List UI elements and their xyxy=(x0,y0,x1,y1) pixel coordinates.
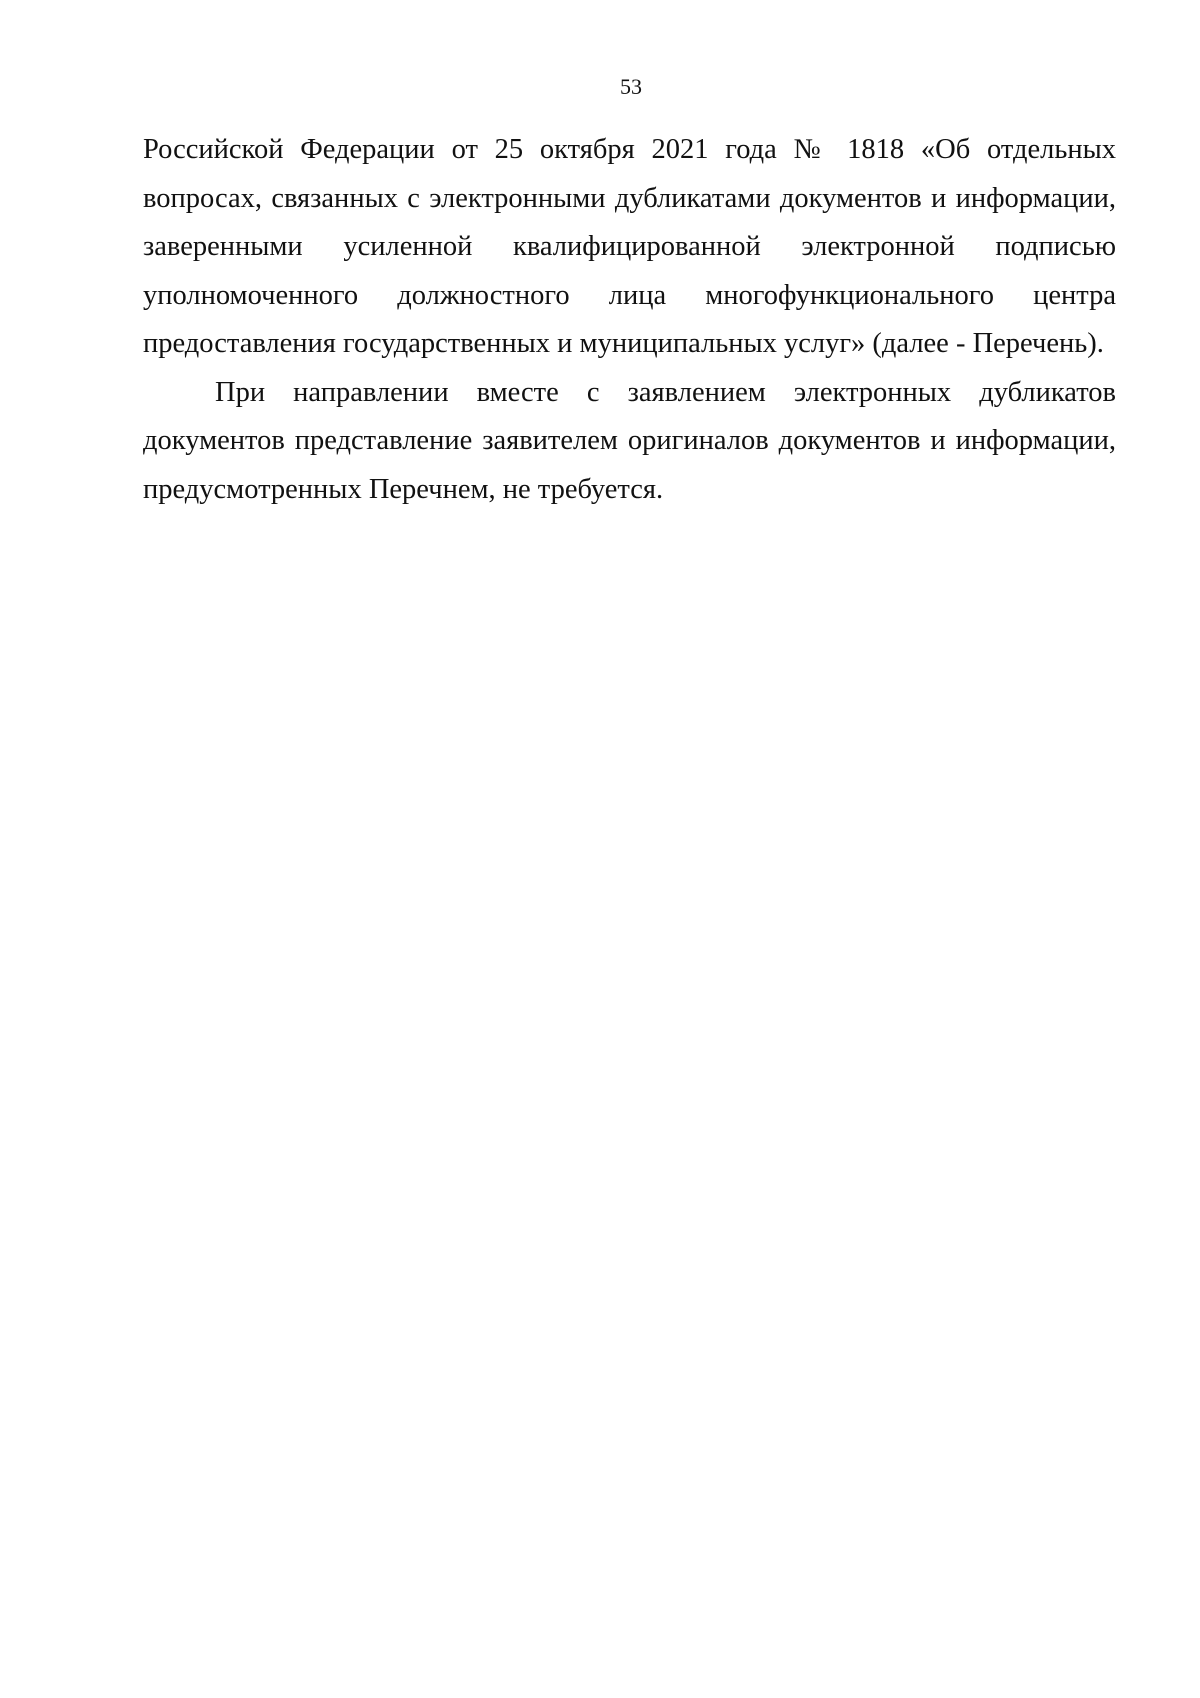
page-number: 53 xyxy=(620,74,642,99)
paragraph-continuation: Российской Федерации от 25 октября 2021 года № 1818 «Об отдельных вопросах, связанных с электронными дубликатами документов и информации, заверенными усиленной квалифицированной электронной подписью уполномоченного должностного лица многофункционального центра предоставления государственных и муниципальных услуг» (далее - Перечень). xyxy=(143,134,1116,359)
document-body xyxy=(143,126,1116,514)
paragraph-electronic-duplicates: При направлении вместе с заявлением электронных дубликатов документов представление заявителем оригиналов документов и информации, предусмотренных Перечнем, не требуется. xyxy=(143,376,1116,505)
